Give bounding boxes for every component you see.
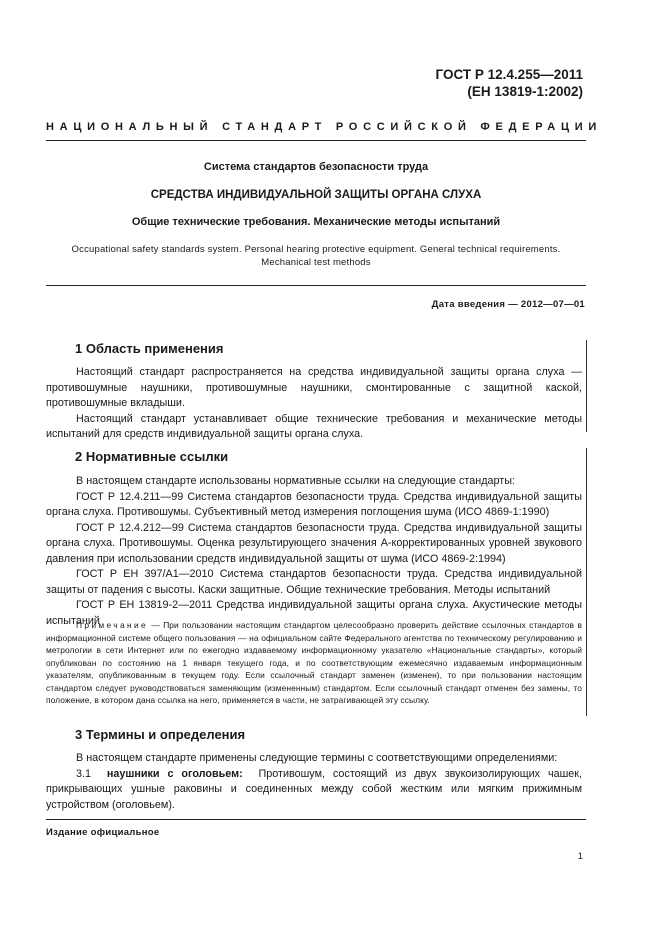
term-definition: Противошум, состоящий из двух звукоизолирующих чашек, прикрывающих ушные раковины и соединенных между собой жестким или мягким прижимным устройством (оголовьем). (46, 767, 582, 811)
section-2-body (46, 474, 582, 629)
top-divider (46, 140, 586, 141)
section-2-intro: В настоящем стандарте использованы нормативные ссылки на следующие стандарты: (76, 475, 515, 487)
standard-code-block (436, 66, 583, 100)
national-standard-line: НАЦИОНАЛЬНЫЙ СТАНДАРТ РОССИЙСКОЙ ФЕДЕРАЦИИ (46, 121, 602, 133)
note-text: — При пользовании настоящим стандартом целесообразно проверить действие ссылочных стандартов в информационной системе общего пользования — на официальном сайте Федерального агентства по техническому регулированию и метрологии в сети Интернет или по ежегодно издаваемому информационному указателю «Национальные стандарты», который опубликован по состоянию на 1 января текущего года, и по соответствующим ежемесячно издаваемым информационным указателям, опубликованным в текущем году. Если ссылочный стандарт заменен (изменен), то при пользовании настоящим стандартом следует руководствоваться заменяющим (измененным) стандартом. Если ссылочный стандарт отменен без замены, то положение, в котором дана ссылка на него, применяется в части, не затрагивающей эту ссылку. (46, 620, 582, 705)
note-label: Примечание (76, 620, 148, 630)
section-3-body (46, 751, 582, 813)
introduction-date: Дата введения — 2012—07—01 (431, 299, 585, 310)
section-2-heading: 2 Нормативные ссылки (75, 449, 229, 464)
official-edition: Издание официальное (46, 827, 160, 838)
footer-divider (46, 819, 586, 820)
term-number: 3.1 (76, 767, 92, 780)
document-subtitle: Общие технические требования. Механические методы испытаний (131, 216, 501, 228)
standard-number: ГОСТ Р 12.4.255—2011 (435, 67, 583, 82)
section-1-paragraph-2: Настоящий стандарт устанавливает общие технические требования и механические методы испытаний для средств индивидуальной защиты органа слуха. (46, 412, 582, 440)
system-title: Система стандартов безопасности труда (203, 161, 429, 173)
section-2-note (46, 619, 582, 707)
english-title-line-2: Mechanical test methods (261, 257, 371, 268)
normative-reference: ГОСТ Р ЕН 397/А1—2010 Система стандартов безопасности труда. Средства индивидуальной защиты от падения с высоты. Каски защитные. Общие технические требования. Методы испытаний (46, 568, 582, 596)
change-bar-2 (586, 448, 587, 716)
section-1-body (46, 365, 582, 443)
section-3-intro: В настоящем стандарте применены следующие термины с соответствующими определениями: (76, 752, 558, 764)
page-number: 1 (577, 851, 583, 862)
section-3-heading: 3 Термины и определения (75, 727, 246, 742)
section-1-heading: 1 Область применения (75, 341, 224, 356)
normative-reference: ГОСТ Р 12.4.212—99 Система стандартов безопасности труда. Средства индивидуальной защиты органа слуха. Противошумы. Оценка результирующего значения А-корректированных уровней звукового давления при использовании средств индивидуальной защиты от шума (ИСО 4869-2:1994) (46, 521, 582, 565)
english-title-line-1: Occupational safety standards system. Personal hearing protective equipment. General technical requirements. (71, 244, 561, 255)
normative-reference: ГОСТ Р 12.4.211—99 Система стандартов безопасности труда. Средства индивидуальной защиты органа слуха. Противошумы. Субъективный метод измерения поглощения шума (ИСО 4869-1:1990) (46, 490, 582, 518)
term-name: наушники с оголовьем: (106, 767, 243, 780)
section-1-paragraph-1: Настоящий стандарт распространяется на средства индивидуальной защиты органа слуха — противошумные наушники, противошумные наушники, смонтированные с защитной каской, противошумные вкладыши. (46, 366, 582, 409)
change-bar-1 (586, 340, 587, 432)
title-divider (46, 285, 586, 286)
standard-equivalent: (ЕН 13819-1:2002) (467, 84, 583, 99)
term-3-1 (46, 767, 582, 814)
english-title (46, 243, 586, 269)
normative-reference: ГОСТ Р ЕН 13819-2—2011 Средства индивидуальной защиты органа слуха. Акустические методы испытаний (46, 599, 582, 627)
document-title: СРЕДСТВА ИНДИВИДУАЛЬНОЙ ЗАЩИТЫ ОРГАНА СЛУХА (150, 189, 482, 201)
